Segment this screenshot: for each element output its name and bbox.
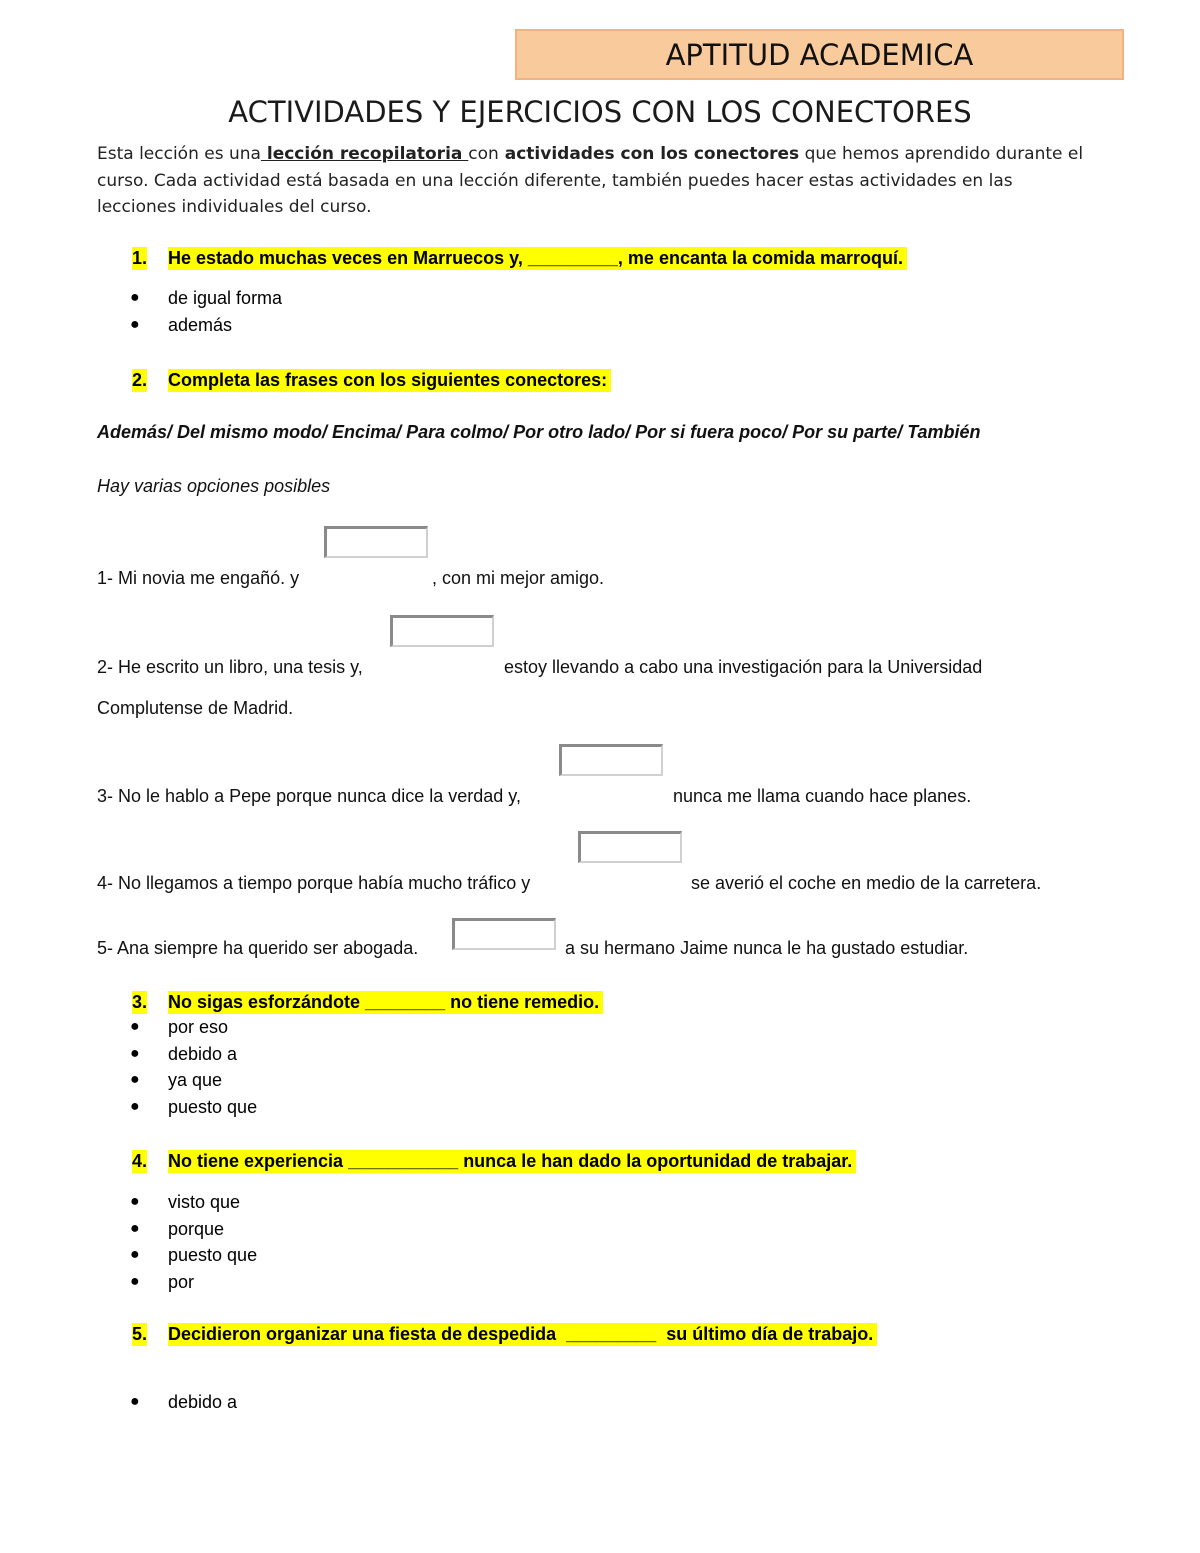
question-5-options bbox=[130, 1389, 237, 1416]
option-label: porque bbox=[168, 1218, 225, 1239]
question-3-options bbox=[130, 1014, 257, 1120]
bullet-icon: ● bbox=[130, 1393, 140, 1410]
option-item[interactable] bbox=[130, 312, 282, 339]
bullet-icon: ● bbox=[130, 1071, 140, 1088]
bullet-icon: ● bbox=[130, 1219, 140, 1237]
option-label: ya que bbox=[168, 1070, 223, 1090]
sentence-5-before: 5- Ana siempre ha querido ser abogada. bbox=[97, 938, 419, 958]
option-item[interactable] bbox=[130, 1389, 237, 1416]
option-label: puesto que bbox=[168, 1096, 258, 1117]
sentence-3-before: 3- No le hablo a Pepe porque nunca dice la verdad y, bbox=[97, 786, 521, 806]
bullet-icon: ● bbox=[130, 289, 140, 306]
bullet-icon: ● bbox=[130, 1272, 140, 1290]
question-1-options bbox=[130, 285, 282, 338]
option-item[interactable] bbox=[130, 1067, 257, 1094]
option-label: visto que bbox=[168, 1192, 241, 1212]
option-label: debido a bbox=[168, 1392, 238, 1412]
option-item[interactable] bbox=[130, 1014, 257, 1041]
sentence-5-after: a su hermano Jaime nunca le ha gustado estudiar. bbox=[565, 938, 969, 958]
connectors-list: Además/ Del mismo modo/ Encima/ Para colmo/ Por otro lado/ Por si fuera poco/ Por su parte/ También bbox=[97, 422, 981, 442]
question-2-number: 2. bbox=[132, 370, 148, 390]
sentence-2-before: 2- He escrito un libro, una tesis y, bbox=[97, 657, 363, 677]
sentence-1-before: 1- Mi novia me engañó. y bbox=[97, 568, 300, 588]
question-5-text: Decidieron organizar una fiesta de despedida _________ su último día de trabajo. bbox=[168, 1323, 877, 1346]
intro-text-1: Esta lección es una bbox=[97, 144, 261, 164]
bullet-icon: ● bbox=[130, 315, 140, 333]
answer-box-1[interactable] bbox=[324, 526, 428, 558]
option-label: debido a bbox=[168, 1043, 238, 1064]
sentence-3-after: nunca me llama cuando hace planes. bbox=[673, 786, 972, 806]
header-box bbox=[515, 29, 1124, 80]
header-label: APTITUD ACADEMICA bbox=[665, 37, 974, 72]
question-2-text: Completa las frases con los siguientes conectores: bbox=[168, 369, 611, 392]
option-item[interactable] bbox=[130, 285, 282, 312]
question-3-number: 3. bbox=[132, 992, 148, 1012]
option-item[interactable] bbox=[130, 1094, 257, 1121]
bullet-icon: ● bbox=[130, 1193, 140, 1210]
option-item[interactable] bbox=[130, 1242, 257, 1269]
page-title: ACTIVIDADES Y EJERCICIOS CON LOS CONECTORES bbox=[228, 95, 972, 129]
bullet-icon: ● bbox=[130, 1246, 140, 1263]
question-3-text: No sigas esforzándote ________ no tiene remedio. bbox=[168, 991, 603, 1014]
question-4-text: No tiene experiencia ___________ nunca le han dado la oportunidad de trabajar. bbox=[168, 1150, 856, 1173]
option-item[interactable] bbox=[130, 1216, 257, 1243]
question-4-number: 4. bbox=[132, 1151, 148, 1171]
question-1-text: He estado muchas veces en Marruecos y, _________, me encanta la comida marroquí. bbox=[168, 247, 907, 270]
option-item[interactable] bbox=[130, 1189, 257, 1216]
answer-box-3[interactable] bbox=[559, 744, 663, 776]
sentence-4-before: 4- No llegamos a tiempo porque había mucho tráfico y bbox=[97, 873, 531, 893]
question-4-options bbox=[130, 1189, 257, 1295]
question-5-number: 5. bbox=[132, 1324, 148, 1344]
answer-box-5[interactable] bbox=[452, 918, 556, 950]
question-1-number: 1. bbox=[132, 248, 148, 268]
bullet-icon: ● bbox=[130, 1018, 140, 1035]
intro-text-2: con bbox=[468, 144, 499, 164]
sentence-2-after: estoy llevando a cabo una investigación para la Universidad bbox=[504, 657, 983, 677]
intro-bold: actividades con los conectores bbox=[498, 144, 800, 164]
option-item[interactable] bbox=[130, 1269, 257, 1296]
option-label: puesto que bbox=[168, 1245, 258, 1265]
answer-box-2[interactable] bbox=[390, 615, 494, 647]
option-item[interactable] bbox=[130, 1041, 257, 1068]
option-label: de igual forma bbox=[168, 288, 283, 308]
option-label: por bbox=[168, 1271, 195, 1292]
intro-paragraph bbox=[97, 141, 1097, 221]
sentence-2-continuation: Complutense de Madrid. bbox=[97, 698, 294, 718]
option-label: además bbox=[168, 314, 233, 335]
intro-text-3: que hemos aprendido durante el curso. Cada actividad está basada en una lección diferente, también puedes hacer estas actividades en las lecciones individuales del curso. bbox=[97, 144, 1084, 217]
sentence-4-after: se averió el coche en medio de la carretera. bbox=[691, 873, 1042, 893]
bullet-icon: ● bbox=[130, 1044, 140, 1062]
answer-box-4[interactable] bbox=[578, 831, 682, 863]
sentence-1-after: , con mi mejor amigo. bbox=[432, 568, 605, 588]
option-label: por eso bbox=[168, 1017, 229, 1037]
connectors-note: Hay varias opciones posibles bbox=[97, 476, 331, 496]
intro-link[interactable]: lección recopilatoria bbox=[260, 144, 469, 164]
bullet-icon: ● bbox=[130, 1097, 140, 1115]
